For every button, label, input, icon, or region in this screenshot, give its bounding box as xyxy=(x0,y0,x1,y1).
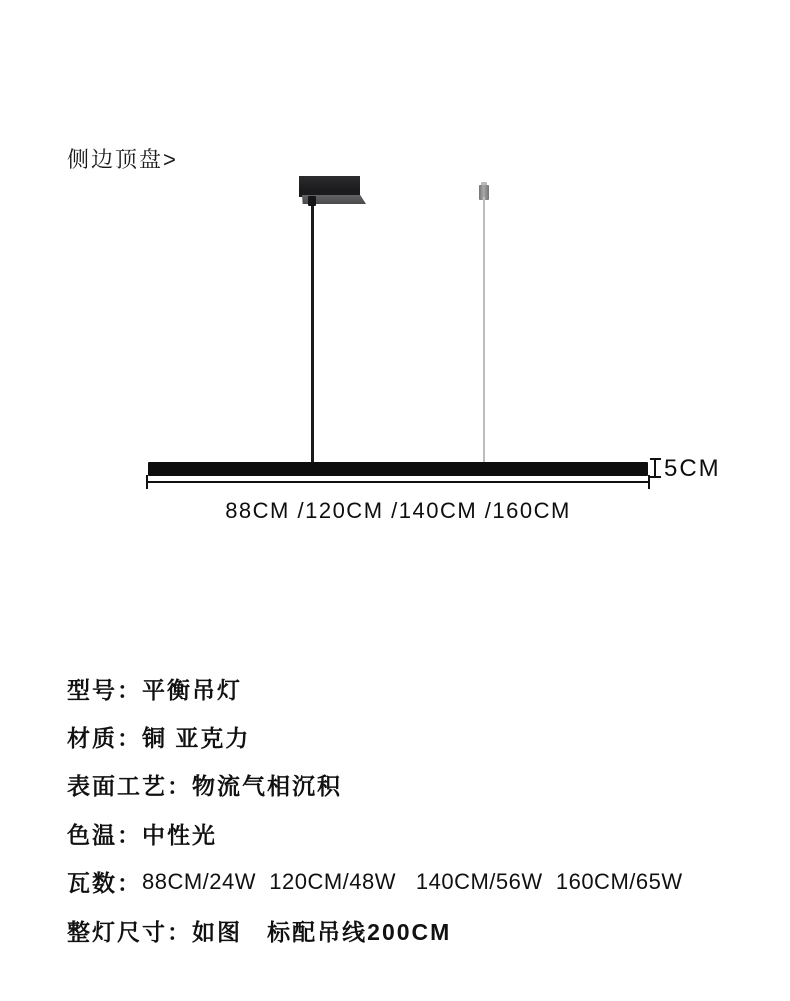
callout-side-canopy-label: 侧边顶盘> xyxy=(67,147,178,172)
lamp-bar xyxy=(148,462,648,476)
rod-joint xyxy=(308,196,316,206)
adjustment-wire xyxy=(483,197,485,463)
spec-value: 物流气相沉积 xyxy=(192,773,342,800)
ceiling-canopy xyxy=(299,176,360,197)
height-dimension-label: 5CM xyxy=(664,455,721,482)
dimension-rule xyxy=(146,481,650,483)
spec-row-material xyxy=(67,712,767,760)
spec-label: 材质： xyxy=(67,725,142,752)
spec-row-color-temperature xyxy=(67,809,767,857)
spec-value: 88CM/24W 120CM/48W 140CM/56W 160CM/65W xyxy=(142,868,683,894)
width-dimension-label: 88CM /120CM /140CM /160CM xyxy=(225,498,571,523)
spec-row-overall-size xyxy=(67,906,767,954)
spec-label: 整灯尺寸： xyxy=(67,918,192,945)
dimension-tick-right xyxy=(648,475,650,489)
suspension-rod xyxy=(311,199,314,463)
spec-value: 平衡吊灯 xyxy=(142,676,242,703)
spec-label: 色温： xyxy=(67,821,142,848)
spec-value: 中性光 xyxy=(142,821,217,848)
spec-value: 如图 标配吊线200CM xyxy=(192,918,452,945)
width-dimension-line xyxy=(146,475,650,489)
spec-row-model xyxy=(67,664,767,712)
spec-row-wattage xyxy=(67,858,767,906)
spec-label: 表面工艺： xyxy=(67,773,192,800)
spec-label: 型号： xyxy=(67,676,142,703)
height-bracket xyxy=(650,458,661,478)
spec-label: 瓦数： xyxy=(67,870,142,897)
spec-list xyxy=(67,664,767,954)
spec-row-surface-finish xyxy=(67,761,767,809)
spec-value: 铜 亚克力 xyxy=(142,725,251,752)
